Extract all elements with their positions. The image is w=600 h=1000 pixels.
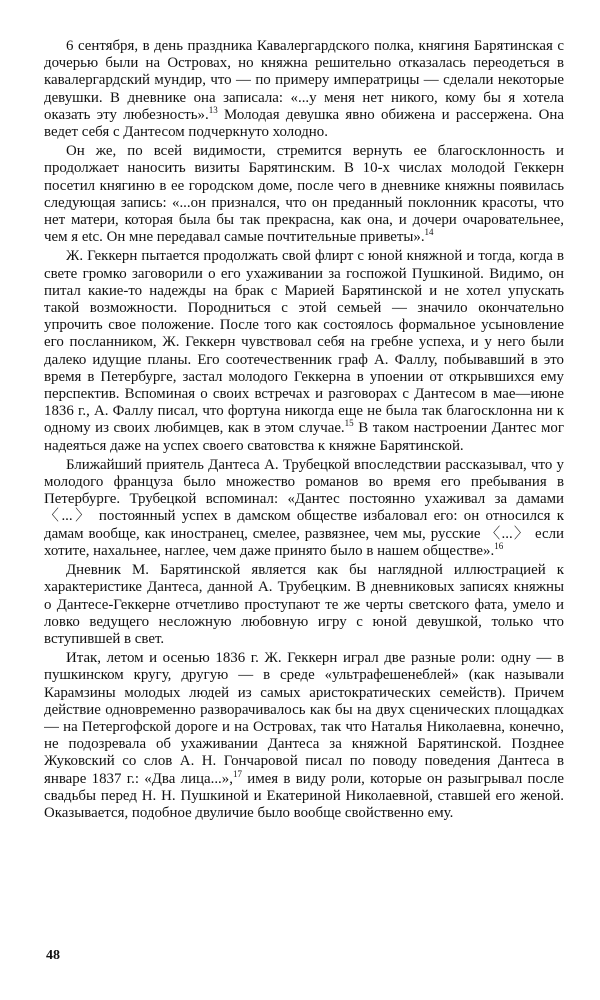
paragraph-1-text-a: 6 сентября, в день праздника Кавалергардского полка, княгиня Барятинская с дочерью были на Островах, но княжна решительно отказалась переодеться в кавалергардский мундир, что — по примеру императрицы — сделали некоторые девушки. В дневнике она записала: «...у меня нет никого, кому бы я хотела оказать эту любезность». (44, 38, 564, 123)
paragraph-5 (44, 562, 564, 648)
paragraph-3-text-a: Ж. Геккерн пытается продолжать свой флирт с юной княжной и тогда, когда в свете громко заговорили о его ухаживании за госпожой Пушкиной. Видимо, он питал какие-то надежды на брак с Марией Барятинской и не хотел упускать такой возможности. Породниться с этой семьей — значило окончательно упрочить свое положение. После того как состоялось формальное усыновление его посланником, Ж. Геккерн чувствовал себя на гребне успеха, и у него были далеко идущие планы. Его соотечественник граф А. Фаллу, побывавший в это время в Петербурге, застал молодого Геккерна в упоении от открывшихся ему перспектив. Вспоминая о своих встречах и разговорах с Дантесом в мае—июне 1836 г., А. Фаллу писал, что фортуна никогда еще не была так благосклонна ни к одному из своих любимцев, как в этом случае. (44, 248, 564, 437)
page-number: 48 (46, 948, 60, 963)
paragraph-3 (44, 248, 564, 454)
paragraph-2-text-a: Он же, по всей видимости, стремится вернуть ее благосклонность и продолжает наносить визиты Барятинским. В 10-х числах молодой Геккерн посетил княгиню в ее городском доме, после чего в дневнике княжны появилась следующая запись: «...он признался, что он преданный поклонник красоты, что нет матери, которая была бы так прекрасна, как она, и дочери очаровательнее, чем я etc. Он мне передавал самые почтительные приветы». (44, 143, 564, 246)
footnote-ref-13: 13 (208, 104, 218, 115)
paragraph-2 (44, 143, 564, 246)
paragraph-1 (44, 38, 564, 141)
footnote-ref-15: 15 (344, 418, 354, 429)
page-text-block (44, 38, 564, 978)
paragraph-6-text-a: Итак, летом и осенью 1836 г. Ж. Геккерн играл две разные роли: одну — в пушкинском кругу, другую — в среде «ультрафешенеблей» (как называли Карамзины молодых людей из самых аристократических семейств). Причем действие одновременно разворачивалось как бы на двух сценических площадках — на Петергофской дороге и на Островах, так что Наталья Николаевна, конечно, не подозревала об ухаживании Дантеса за княжной Барятинской. Позднее Жуковский со слов А. Н. Гончаровой писал по поводу поведения Дантеса в январе 1837 г.: «Два лица...», (44, 650, 564, 787)
footnote-ref-14: 14 (424, 227, 434, 238)
footnote-ref-16: 16 (494, 540, 504, 551)
paragraph-6 (44, 650, 564, 822)
paragraph-5-text-a: Дневник М. Барятинской является как бы наглядной иллюстрацией к характеристике Дантеса, данной А. Трубецким. В дневниковых записях княжны о Дантесе-Геккерне отчетливо проступают те же черты светского фата, умело и ловко ведущего несложную любовную игру с юной девушкой, только что вступившей в свет. (44, 562, 564, 647)
paragraph-1-text-b: Молодая девушка явно обижена и рассержена. Она ведет себя с Дантесом подчеркнуто холодно. (44, 106, 564, 141)
paragraph-6-text-b: имея в виду роли, которые он разыгрывал после свадьбы перед Н. Н. Пушкиной и Екатериной Николаевной, ставшей его женой. Оказывается, подобное двуличие было вообще свойственно ему. (44, 770, 564, 821)
footnote-ref-17: 17 (232, 768, 242, 779)
paragraph-4-text-a: Ближайший приятель Дантеса А. Трубецкой впоследствии рассказывал, что у молодого француза было множество романов во время его пребывания в Петербурге. Трубецкой вспоминал: «Дантес постоянно ухаживал за дамами 〈...〉 постоянный успех в дамском обществе избаловал его: он относился к дамам вообще, как иностранец, смелее, развязнее, чем мы, русские 〈...〉 если хотите, нахальнее, наглее, чем даже принято было в нашем обществе». (44, 456, 564, 559)
paragraph-4 (44, 457, 564, 560)
paragraph-3-text-b: В таком настроении Дантес мог надеяться даже на успех своего сватовства к княжне Барятинской. (44, 420, 564, 454)
